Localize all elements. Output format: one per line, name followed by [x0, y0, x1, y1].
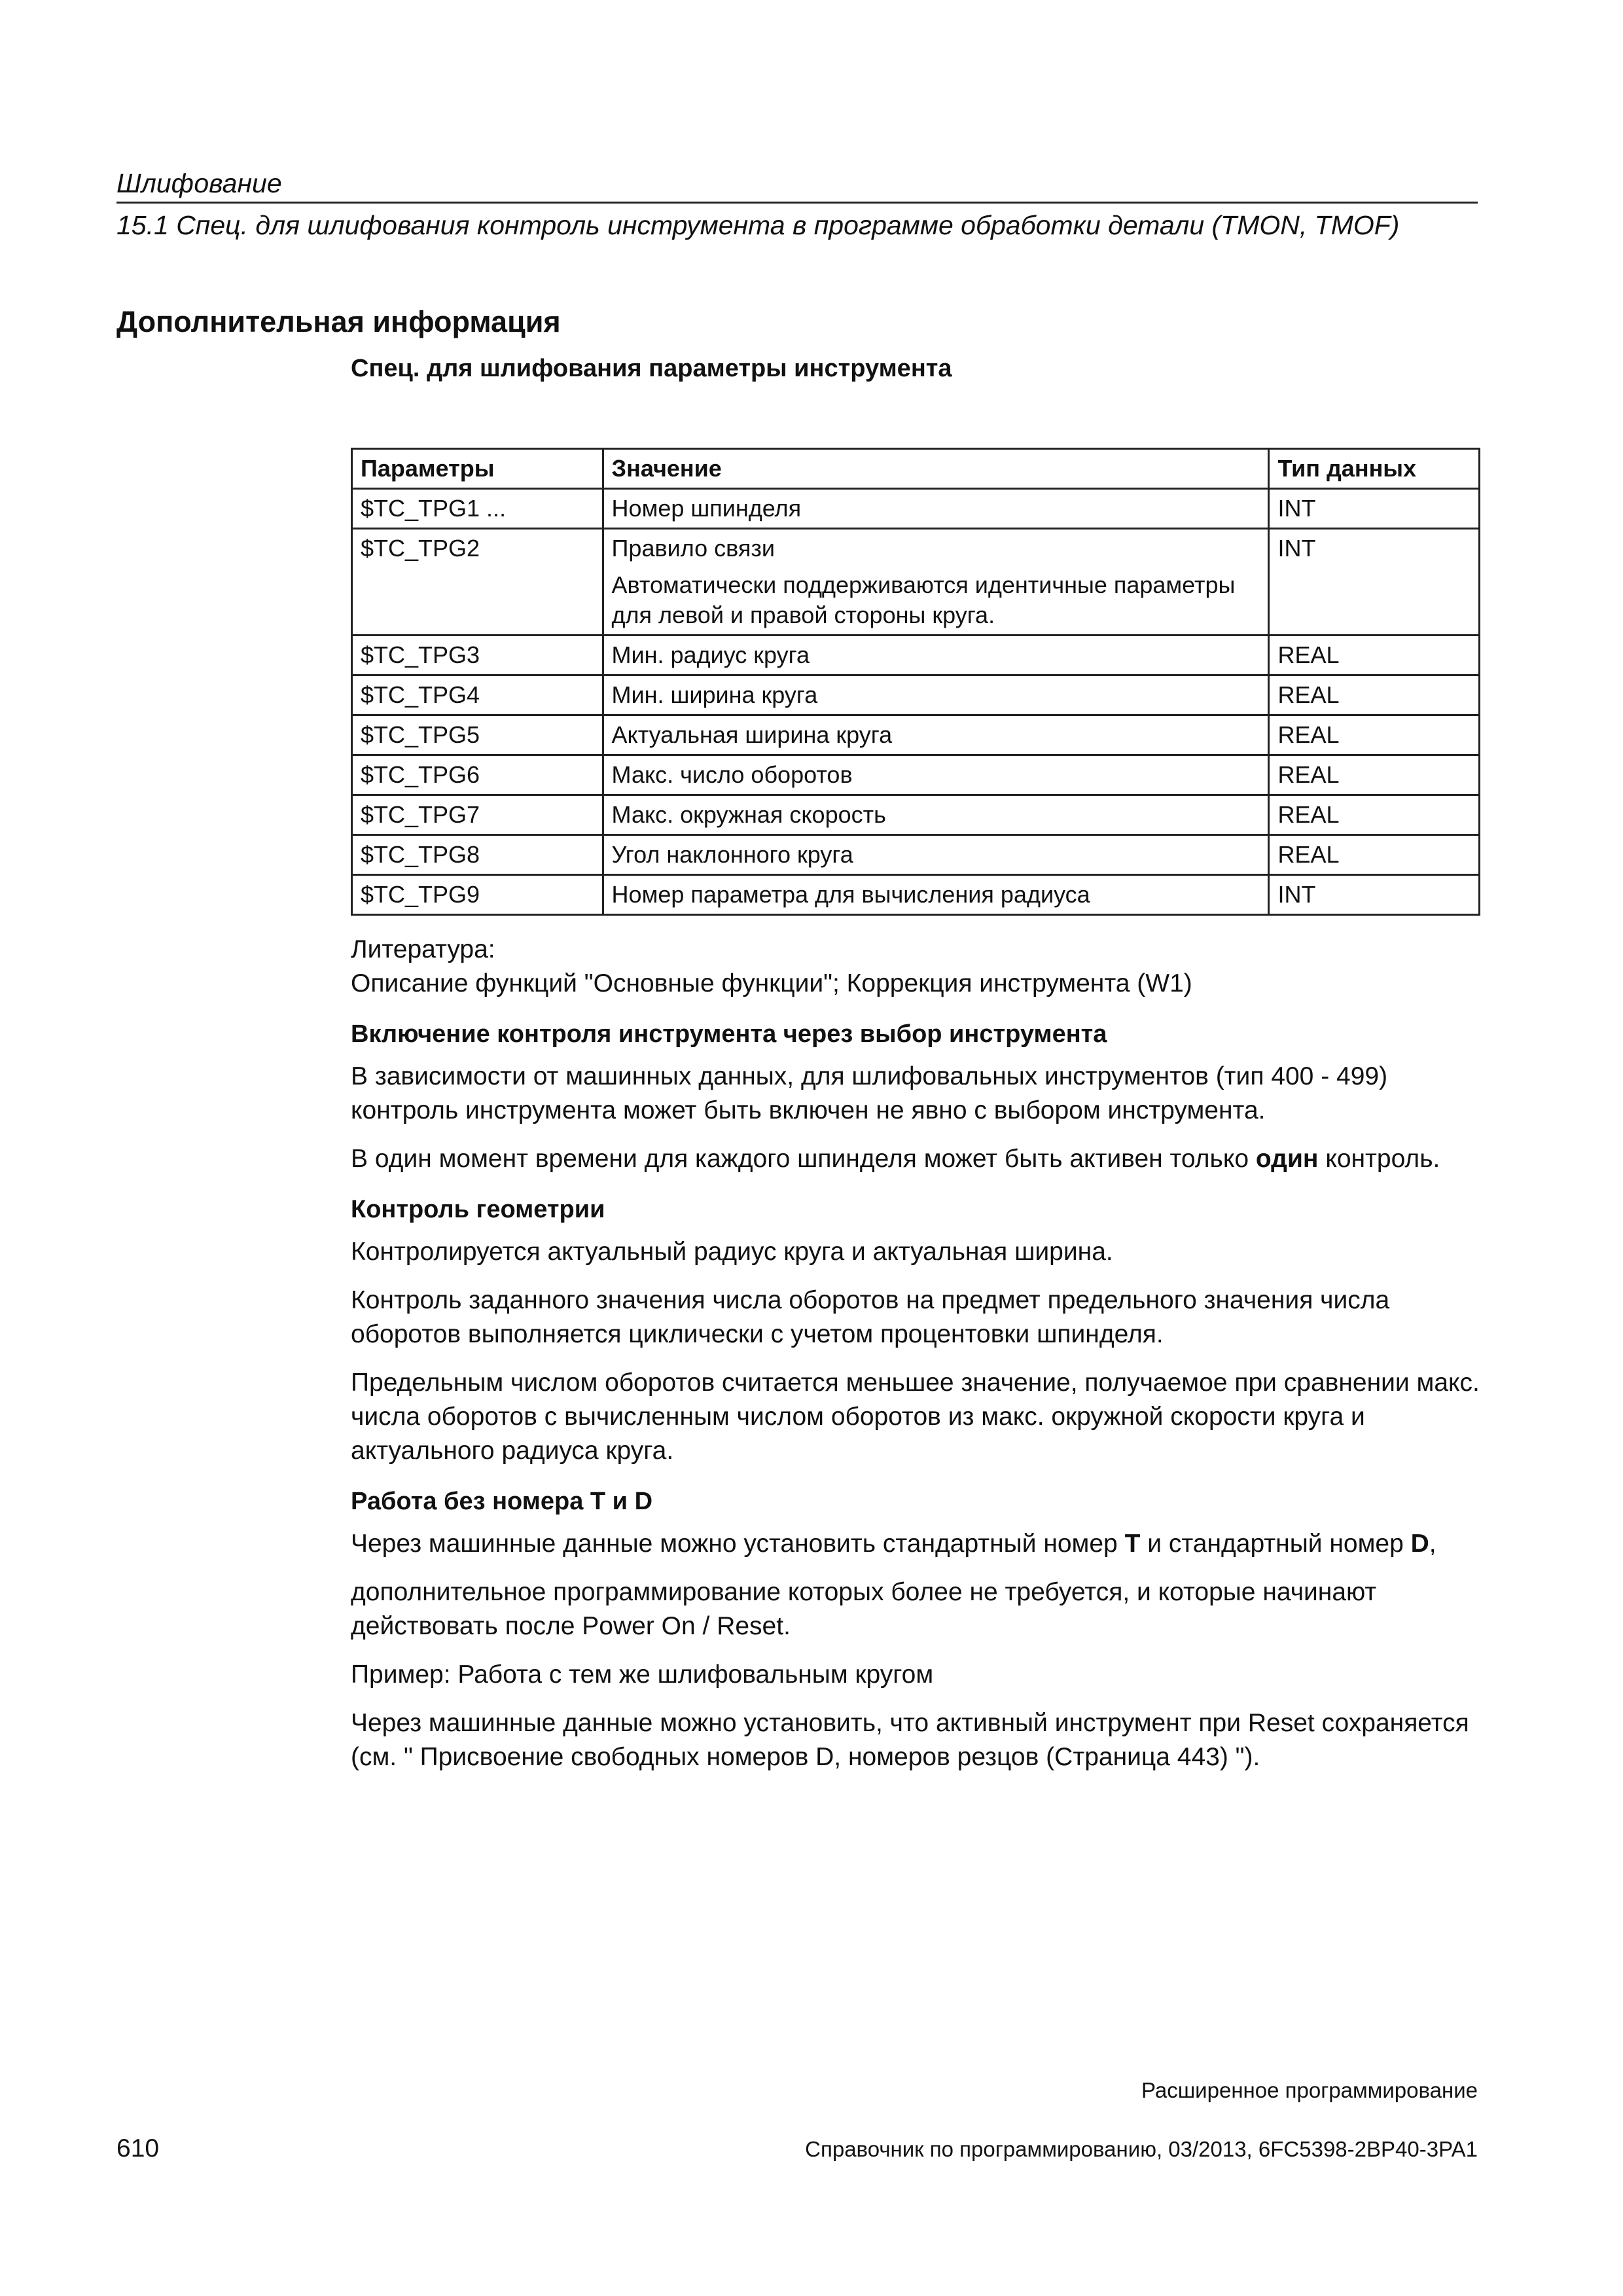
type-cell: REAL [1269, 636, 1480, 675]
table-row [352, 755, 1480, 795]
no-td-paragraph: Через машинные данные можно установить, что активный инструмент при Reset сохраняется (см. " Присвоение свободных номеров D, номеров резцов (Страница 443) "). [351, 1709, 1469, 1771]
text-run: В один момент времени для каждого шпинделя может быть активен только [351, 1145, 1256, 1173]
value-cell: Угол наклонного круга [603, 835, 1269, 875]
param-cell: $TC_TPG1 ... [352, 489, 603, 529]
type-cell: REAL [1269, 795, 1480, 835]
no-td-heading: Работа без номера T и D [351, 1488, 653, 1515]
table-row [352, 636, 1480, 675]
geometry-paragraph: Предельным числом оборотов считается меньшее значение, получаемое при сравнении макс. числа оборотов с вычисленным числом оборотов из макс. окружной скорости круга и актуального радиуса круга. [351, 1369, 1480, 1465]
table-row [352, 715, 1480, 755]
running-header-chapter: Шлифование [116, 168, 282, 198]
value-cell: Мин. ширина круга [603, 675, 1269, 715]
value-cell: Макс. число оборотов [603, 755, 1269, 795]
table-header-row [352, 449, 1480, 489]
literature-reference [351, 933, 1480, 1001]
emphasis-d: D [1410, 1530, 1429, 1558]
activation-paragraph-2 [351, 1142, 1480, 1176]
running-header-section: 15.1 Спец. для шлифования контроль инструмента в программе обработки детали (TMON, TMOF) [116, 210, 1400, 240]
table-row [352, 795, 1480, 835]
no-td-example: Пример: Работа с тем же шлифовальным кругом [351, 1660, 934, 1689]
type-cell: REAL [1269, 835, 1480, 875]
table-row [352, 529, 1480, 636]
param-cell: $TC_TPG3 [352, 636, 603, 675]
param-cell: $TC_TPG9 [352, 875, 603, 915]
no-td-paragraph [351, 1527, 1480, 1561]
type-cell: REAL [1269, 755, 1480, 795]
value-cell: Номер шпинделя [603, 489, 1269, 529]
footer-document-info: Справочник по программированию, 03/2013, 6FC5398-2BP40-3PA1 [805, 2137, 1478, 2161]
column-header-parameters: Параметры [352, 449, 603, 489]
geometry-paragraph: Контролируется актуальный радиус круга и актуальная ширина. [351, 1238, 1113, 1266]
param-cell: $TC_TPG8 [352, 835, 603, 875]
main-content [351, 352, 1480, 1789]
no-td-paragraph: дополнительное программирование которых более не требуется, и которые начинают действовать после Power On / Reset. [351, 1578, 1377, 1640]
value-cell: Мин. радиус круга [603, 636, 1269, 675]
page-number: 610 [116, 2134, 160, 2162]
header-divider [116, 202, 1478, 204]
geometry-heading: Контроль геометрии [351, 1196, 605, 1223]
column-header-data-type: Тип данных [1269, 449, 1480, 489]
text-run: контроль. [1318, 1145, 1440, 1173]
emphasis-t: T [1124, 1530, 1141, 1558]
param-cell: $TC_TPG2 [352, 529, 603, 636]
parameters-table [351, 448, 1480, 916]
value-cell: Актуальная ширина круга [603, 715, 1269, 755]
param-cell: $TC_TPG7 [352, 795, 603, 835]
type-cell: REAL [1269, 715, 1480, 755]
table-row [352, 489, 1480, 529]
section-title: Дополнительная информация [116, 305, 561, 338]
type-cell: REAL [1269, 675, 1480, 715]
table-title: Спец. для шлифования параметры инструмента [351, 355, 952, 382]
column-header-value: Значение [603, 449, 1269, 489]
literature-text: Описание функций "Основные функции"; Коррекция инструмента (W1) [351, 969, 1192, 997]
type-cell: INT [1269, 529, 1480, 636]
literature-label: Литература: [351, 935, 495, 963]
value-cell [603, 529, 1269, 636]
table-row [352, 675, 1480, 715]
text-run: и стандартный номер [1140, 1530, 1411, 1558]
activation-paragraph: В зависимости от машинных данных, для шлифовальных инструментов (тип 400 - 499) контроль инструмента может быть включен не явно с выбором инструмента. [351, 1062, 1388, 1124]
activation-heading: Включение контроля инструмента через выбор инструмента [351, 1020, 1107, 1048]
param-cell: $TC_TPG6 [352, 755, 603, 795]
type-cell: INT [1269, 489, 1480, 529]
value-cell: Макс. окружная скорость [603, 795, 1269, 835]
type-cell: INT [1269, 875, 1480, 915]
text-run: Через машинные данные можно установить стандартный номер [351, 1530, 1125, 1558]
geometry-paragraph: Контроль заданного значения числа оборотов на предмет предельного значения числа оборотов выполняется циклически с учетом процентовки шпинделя. [351, 1286, 1390, 1348]
emphasis-one: один [1255, 1145, 1319, 1173]
value-text: Правило связи [611, 535, 775, 562]
param-cell: $TC_TPG4 [352, 675, 603, 715]
footer-document-title: Расширенное программирование [1141, 2078, 1478, 2102]
table-row [352, 875, 1480, 915]
text-run: , [1429, 1530, 1436, 1558]
value-note: Автоматически поддерживаются идентичные параметры для левой и правой стороны круга. [611, 571, 1236, 628]
table-row [352, 835, 1480, 875]
value-cell: Номер параметра для вычисления радиуса [603, 875, 1269, 915]
param-cell: $TC_TPG5 [352, 715, 603, 755]
